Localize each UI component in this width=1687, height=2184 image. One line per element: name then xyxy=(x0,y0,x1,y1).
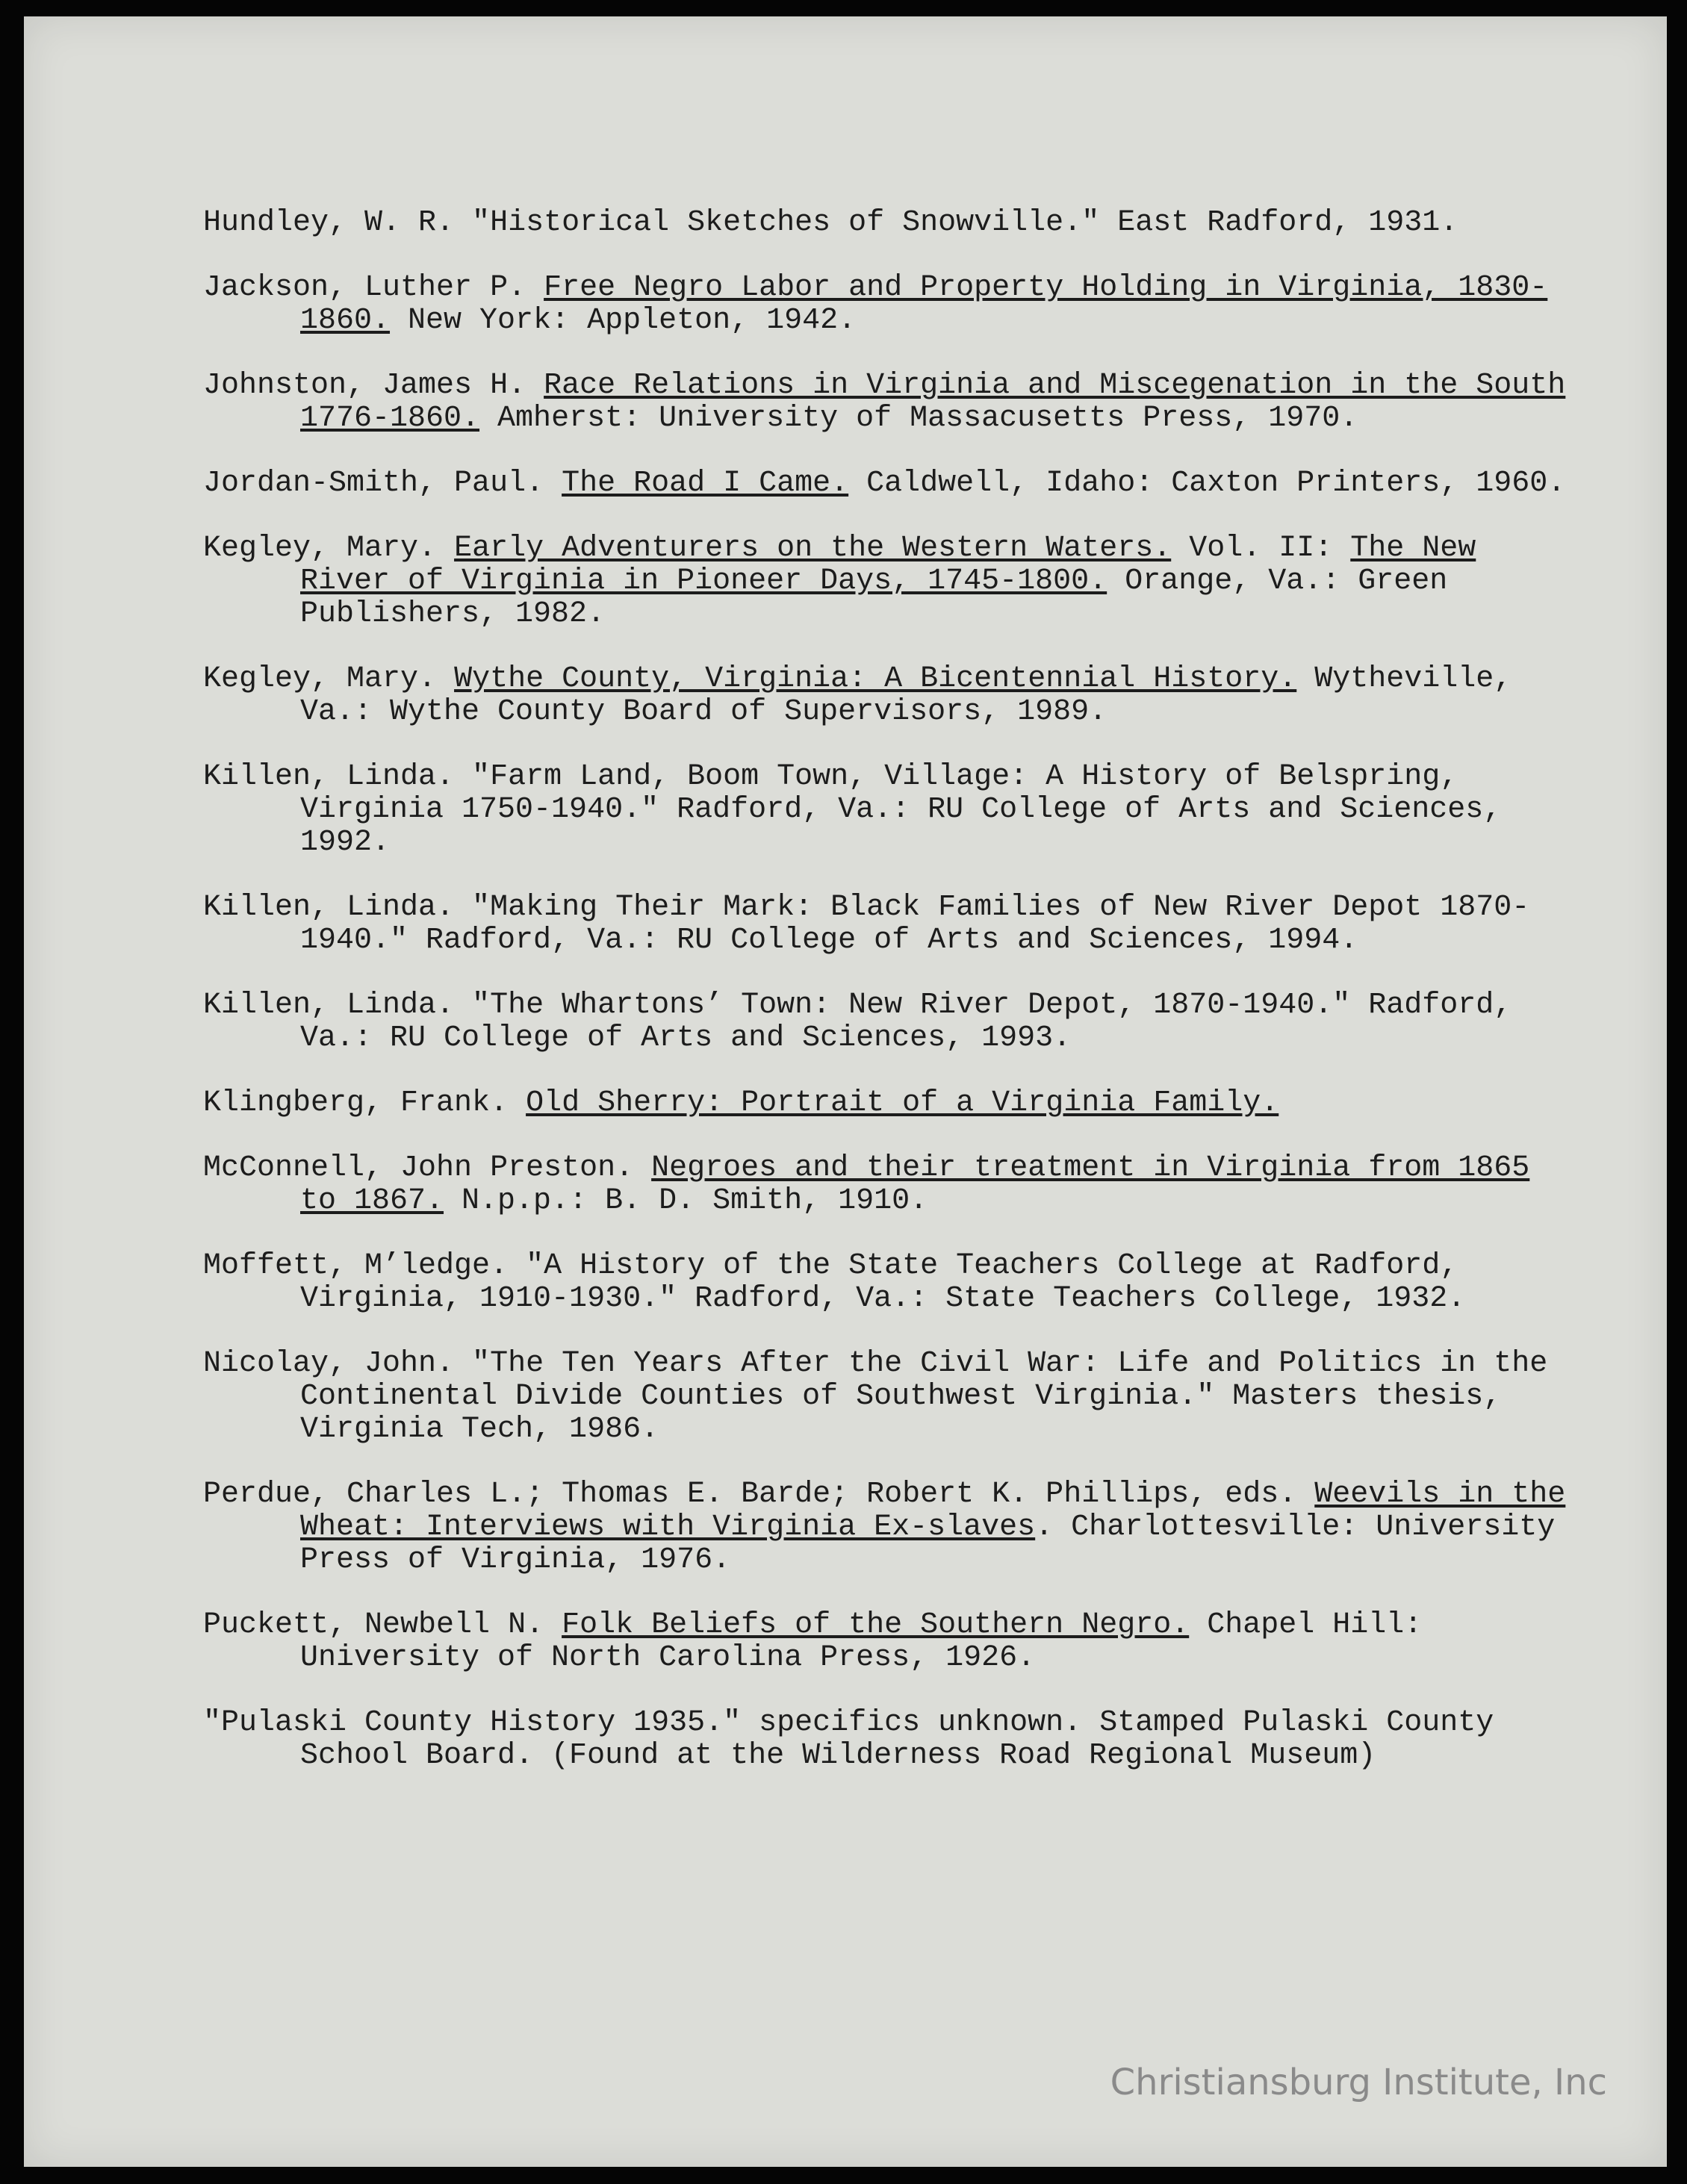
entry-text: Kegley, Mary. xyxy=(203,532,455,565)
entry-text: Killen, Linda. "Farm Land, Boom Town, Village: A History of Belspring, Virginia 1750-1940." Radford, Va.: RU College of Arts and Sciences, 1992. xyxy=(203,760,1502,859)
entry-text: McConnell, John Preston. xyxy=(203,1151,652,1185)
bibliography-entry xyxy=(203,1478,1570,1577)
entry-text: Perdue, Charles L.; Thomas E. Barde; Robert K. Phillips, eds. xyxy=(203,1478,1315,1511)
entry-text: Johnston, James H. xyxy=(203,369,544,402)
entry-title: Race Relations in Virginia and Miscegenation in the South 1776-1860. xyxy=(300,369,1566,435)
entry-text: Caldwell, Idaho: Caxton Printers, 1960. xyxy=(848,467,1566,500)
bibliography-entry xyxy=(203,892,1570,957)
entry-title: Early Adventurers on the Western Waters. xyxy=(454,532,1172,565)
bibliography-entry xyxy=(203,272,1570,337)
bibliography-entry xyxy=(203,532,1570,631)
entry-text: Klingberg, Frank. xyxy=(203,1086,526,1120)
entry-text: Amherst: University of Massacusetts Press, 1970. xyxy=(479,402,1358,435)
entry-title: Old Sherry: Portrait of a Virginia Family. xyxy=(526,1086,1279,1120)
entry-text: . Charlottesville: University Press of Virginia, 1976. xyxy=(300,1511,1556,1577)
document-page xyxy=(24,16,1667,2167)
entry-title: The Road I Came. xyxy=(562,467,849,500)
entry-subtitle: The New River of Virginia in Pioneer Days, 1745-1800. xyxy=(300,532,1476,598)
entry-title: Wythe County, Virginia: A Bicentennial History. xyxy=(454,662,1297,696)
entry-text: Vol. II: xyxy=(1171,532,1351,565)
watermark: Christiansburg Institute, Inc xyxy=(1110,2062,1607,2103)
bibliography-entry xyxy=(203,1707,1570,1773)
entry-text: Killen, Linda. "The Whartons’ Town: New River Depot, 1870-1940." Radford, Va.: RU College of Arts and Sciences, 1993. xyxy=(203,989,1512,1055)
entry-text: Wytheville, Va.: Wythe County Board of Supervisors, 1989. xyxy=(300,662,1512,729)
entry-text: N.p.p.: B. D. Smith, 1910. xyxy=(444,1184,928,1218)
bibliography-list xyxy=(203,207,1570,1805)
bibliography-entry xyxy=(203,207,1570,240)
entry-text: Chapel Hill: University of North Carolina Press, 1926. xyxy=(300,1608,1423,1675)
bibliography-entry xyxy=(203,989,1570,1055)
entry-title: Weevils in the Wheat: Interviews with Virginia Ex-slaves xyxy=(300,1478,1566,1544)
entry-text: Moffett, M’ledge. "A History of the State Teachers College at Radford, Virginia, 1910-1930." Radford, Va.: State Teachers College, 1932. xyxy=(203,1249,1466,1316)
entry-text: "Pulaski County History 1935." specifics unknown. Stamped Pulaski County School Board. (Found at the Wilderness Road Regional Museum) xyxy=(203,1706,1494,1773)
entry-text: New York: Appleton, 1942. xyxy=(390,304,857,337)
entry-text: Killen, Linda. "Making Their Mark: Black Families of New River Depot 1870-1940." Radford, Va.: RU College of Arts and Sciences, 1994. xyxy=(203,891,1530,957)
entry-title: Folk Beliefs of the Southern Negro. xyxy=(562,1608,1190,1642)
bibliography-entry xyxy=(203,1348,1570,1446)
bibliography-entry xyxy=(203,370,1570,435)
bibliography-entry xyxy=(203,761,1570,859)
entry-title: Free Negro Labor and Property Holding in Virginia, 1830-1860. xyxy=(300,271,1548,337)
entry-text: Nicolay, John. "The Ten Years After the Civil War: Life and Politics in the Continental Divide Counties of Southwest Virginia." Masters thesis, Virginia Tech, 1986. xyxy=(203,1347,1548,1446)
entry-text: Hundley, W. R. "Historical Sketches of Snowville." East Radford, 1931. xyxy=(203,206,1458,240)
entry-title: Negroes and their treatment in Virginia from 1865 to 1867. xyxy=(300,1151,1530,1218)
bibliography-entry xyxy=(203,1250,1570,1316)
bibliography-entry xyxy=(203,1152,1570,1218)
bibliography-entry xyxy=(203,663,1570,729)
bibliography-entry xyxy=(203,467,1570,500)
bibliography-entry xyxy=(203,1609,1570,1675)
bibliography-entry xyxy=(203,1087,1570,1120)
entry-text: Jordan-Smith, Paul. xyxy=(203,467,562,500)
entry-text: Jackson, Luther P. xyxy=(203,271,544,305)
entry-text: Puckett, Newbell N. xyxy=(203,1608,562,1642)
entry-text: Orange, Va.: Green Publishers, 1982. xyxy=(300,564,1448,631)
entry-text: Kegley, Mary. xyxy=(203,662,455,696)
